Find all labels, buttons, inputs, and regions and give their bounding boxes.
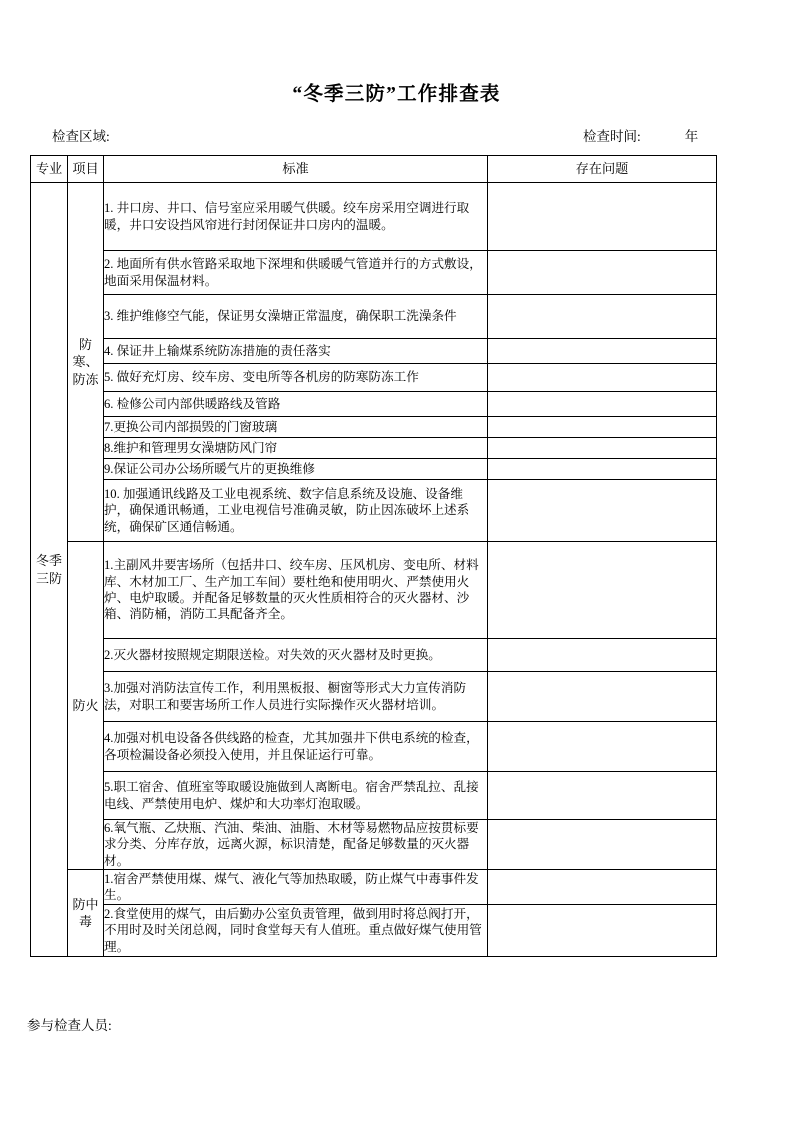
- table-row: [31, 820, 717, 870]
- standard-cell: 2.食堂使用的煤气，由后勤办公室负责管理，做到用时将总阀打开，不用时及时关闭总阀，同时食堂每天有人值班。重点做好煤气使用管理。: [104, 905, 488, 957]
- standard-cell: 2. 地面所有供水管路采取地下深埋和供暖暖气管道并行的方式敷设，地面采用保温材料。: [104, 251, 488, 295]
- header-cell-major: 专业: [31, 156, 68, 183]
- standard-cell: 1.主副风井要害场所（包括井口、绞车房、压风机房、变电所、材料库、木材加工厂、生产加工车间）要杜绝和使用明火、严禁使用火炉、电炉取暖。并配备足够数量的灭火性质相符合的灭火器材、沙箱、消防桶，消防工具配备齐全。: [104, 542, 488, 639]
- table-row: [31, 870, 717, 905]
- standard-cell: 10. 加强通讯线路及工业电视系统、数字信息系统及设施、设备维护，确保通讯畅通，工业电视信号准确灵敏，防止因冻破坏上述系统，确保矿区通信畅通。: [104, 480, 488, 542]
- inspection-table: [30, 155, 717, 957]
- table-row: [31, 542, 717, 639]
- standard-cell: 1.宿舍严禁使用煤、煤气、液化气等加热取暖，防止煤气中毒事件发生。: [104, 870, 488, 905]
- standard-cell: 5. 做好充灯房、绞车房、变电所等各机房的防寒防冻工作: [104, 364, 488, 392]
- header-cell-standard: 标准: [104, 156, 488, 183]
- table-row: [31, 772, 717, 820]
- table-row: [31, 417, 717, 438]
- table-row: [31, 251, 717, 295]
- table-header-row: [31, 156, 717, 183]
- standard-cell: 4. 保证井上输煤系统防冻措施的责任落实: [104, 339, 488, 364]
- header-cell-item: 项目: [68, 156, 104, 183]
- problem-cell[interactable]: [488, 820, 717, 870]
- problem-cell[interactable]: [488, 183, 717, 251]
- standard-cell: 1. 井口房、井口、信号室应采用暖气供暖。绞车房采用空调进行取暖，井口安设挡风帘进行封闭保证井口房内的温暖。: [104, 183, 488, 251]
- table-row: [31, 639, 717, 672]
- table-row: [31, 295, 717, 339]
- major-label-cell: [31, 183, 68, 957]
- problem-cell[interactable]: [488, 417, 717, 438]
- problem-cell[interactable]: [488, 339, 717, 364]
- problem-cell[interactable]: [488, 480, 717, 542]
- standard-cell: 6.氧气瓶、乙炔瓶、汽油、柴油、油脂、木材等易燃物品应按贯标要求分类、分库存放，远离火源，标识清楚，配备足够数量的灭火器材。: [104, 820, 488, 870]
- problem-cell[interactable]: [488, 459, 717, 480]
- standard-cell: 4.加强对机电设备各供线路的检查，尤其加强井下供电系统的检查，各项检漏设备必须投入使用，并且保证运行可靠。: [104, 722, 488, 772]
- participants-label: 参与检查人员:: [27, 1018, 112, 1033]
- table-row: [31, 672, 717, 722]
- table-row: [31, 364, 717, 392]
- table-row: [31, 183, 717, 251]
- problem-cell[interactable]: [488, 722, 717, 772]
- problem-cell[interactable]: [488, 639, 717, 672]
- item-label-cell-0: [68, 183, 104, 542]
- problem-cell[interactable]: [488, 295, 717, 339]
- standard-cell: 8.维护和管理男女澡塘防风门帘: [104, 438, 488, 459]
- inspection-table-wrapper: [30, 155, 717, 957]
- inspection-time-group: [583, 125, 698, 145]
- table-row: [31, 438, 717, 459]
- standard-cell: 7.更换公司内部损毁的门窗玻璃: [104, 417, 488, 438]
- table-row: [31, 722, 717, 772]
- inspection-area-label: 检查区域:: [52, 129, 110, 144]
- problem-cell[interactable]: [488, 438, 717, 459]
- problem-cell[interactable]: [488, 870, 717, 905]
- standard-cell: 3.加强对消防法宣传工作，利用黑板报、橱窗等形式大力宣传消防法，对职工和要害场所工作人员进行实际操作灭火器材培训。: [104, 672, 488, 722]
- standard-cell: 9.保证公司办公场所暖气片的更换维修: [104, 459, 488, 480]
- item-label-cell-2: [68, 870, 104, 957]
- standard-cell: 5.职工宿舍、值班室等取暖设施做到人离断电。宿舍严禁乱拉、乱接电线、严禁使用电炉、煤炉和大功率灯泡取暖。: [104, 772, 488, 820]
- problem-cell[interactable]: [488, 392, 717, 417]
- meta-row: [0, 125, 793, 147]
- problem-cell[interactable]: [488, 772, 717, 820]
- header-cell-problem: 存在问题: [488, 156, 717, 183]
- item-label-text: 防火: [72, 697, 99, 713]
- table-row: [31, 459, 717, 480]
- problem-cell[interactable]: [488, 251, 717, 295]
- standard-cell: 6. 检修公司内部供暖路线及管路: [104, 392, 488, 417]
- problem-cell[interactable]: [488, 364, 717, 392]
- table-row: [31, 339, 717, 364]
- item-label-cell-1: [68, 542, 104, 870]
- standard-cell: 2.灭火器材按照规定期限送检。对失效的灭火器材及时更换。: [104, 639, 488, 672]
- table-row: [31, 392, 717, 417]
- problem-cell[interactable]: [488, 672, 717, 722]
- page-title: “冬季三防”工作排查表: [292, 84, 501, 105]
- standard-cell: 3. 维护维修空气能，保证男女澡塘正常温度，确保职工洗澡条件: [104, 295, 488, 339]
- inspection-time-label: 检查时间:: [583, 129, 641, 144]
- item-label-text: 防中毒: [72, 896, 99, 930]
- table-row: [31, 480, 717, 542]
- problem-cell[interactable]: [488, 905, 717, 957]
- major-label-text: 冬季三防: [35, 553, 62, 586]
- item-label-text: 防寒、防冻: [72, 337, 99, 387]
- inspection-time-year-unit: 年: [684, 129, 699, 144]
- problem-cell[interactable]: [488, 542, 717, 639]
- table-row: [31, 905, 717, 957]
